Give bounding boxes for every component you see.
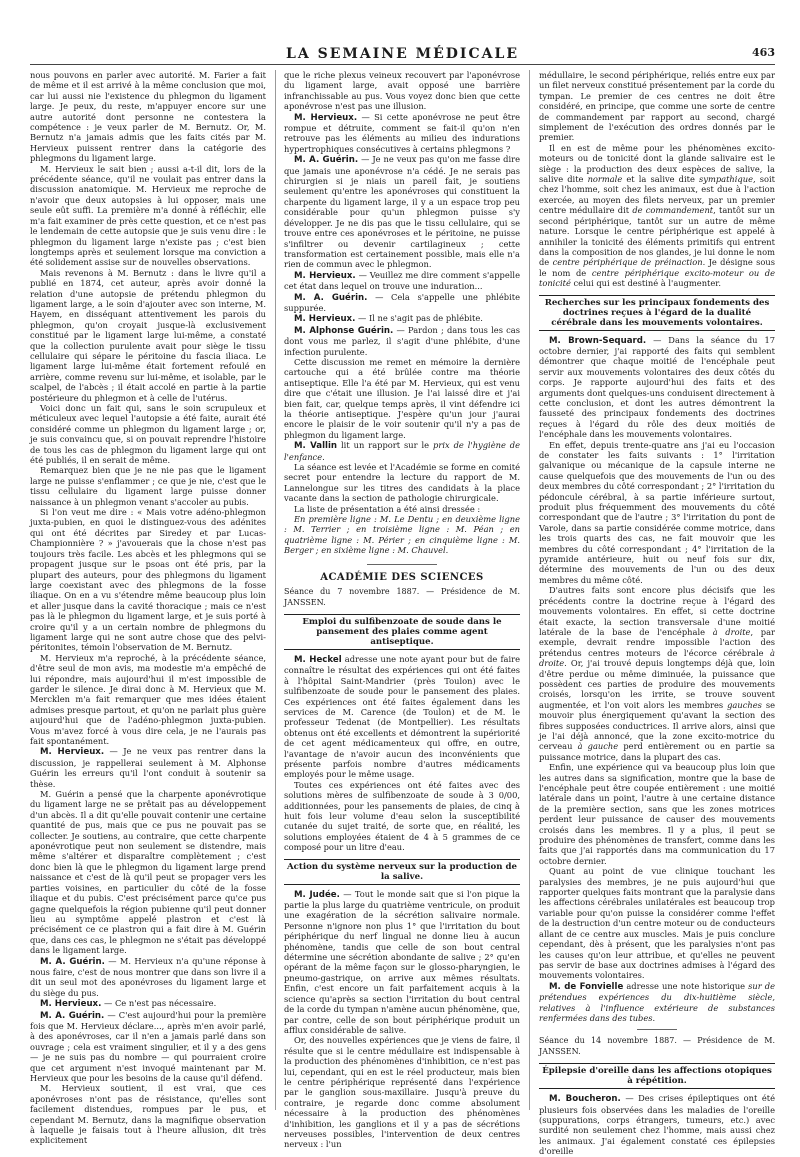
speech-text: lit un rapport sur le xyxy=(341,440,430,451)
section-rule xyxy=(367,564,437,565)
section-rule xyxy=(637,1029,677,1030)
session-line: Séance du 7 novembre 1887. — Présidence de M. JANSSEN. xyxy=(284,587,520,607)
speaker-name: M. Alphonse Guérin. xyxy=(294,325,394,336)
text-run: se mouvoir plus énergiquement qu'avant la section des fibres supposées conductrices. Il arrive alors, ainsi que je l'ai déjà annoncé, que la zone excito-motrice du cerveau xyxy=(539,699,775,752)
speaker-name: M. Judée. xyxy=(294,889,340,900)
paragraph xyxy=(284,889,520,1036)
text-run: , soit chez l'homme, soit chez les animaux, est due à l'action exercée, au moyen des filets nerveux, par un premier centre médullaire dit xyxy=(539,174,775,216)
speaker-name: M. Hervieux. xyxy=(294,314,356,325)
paragraph: La liste de présentation a été ainsi dressée : xyxy=(294,503,481,514)
column-left xyxy=(30,70,266,1146)
text-run: à gauche xyxy=(577,741,619,752)
column-right xyxy=(539,70,776,1157)
text-run: , par exemple, devrait rendre impossible l'action des prétendus centres moteurs de l'écorce cérébrale xyxy=(539,626,775,658)
paragraph xyxy=(30,1010,266,1084)
paragraph: En première ligne : M. Le Dentu ; en deuxième ligne : M. Terrier ; en troisième ligne : M. Péan ; en quatrième ligne : M. Périer ; en cinquième ligne : M. Berger ; en sixième ligne : M. Chauvel. xyxy=(284,514,520,556)
paragraph: La séance est levée et l'Académie se forme en comité secret pour entendre la lecture du rapport de M. Lannelongue sur les titres des candidats à la place vacante dans la section de pathologie chirurgicale. xyxy=(284,462,520,504)
speech-text: — Des crises épileptiques ont été plusieurs fois observées dans les maladies de l'oreille (suppurations, corps étrangers, tumeurs, etc.) avec surdité non seulement chez l'homme, mais aussi chez les animaux. J'ai également constaté ces épilepsies d'oreille xyxy=(539,1093,775,1157)
speaker-name: M. Heckel xyxy=(294,654,342,665)
speaker-name: M. Boucheron. xyxy=(549,1094,621,1105)
text-run: gauches xyxy=(727,699,762,710)
report-title: prix de l'hygiène de l'enfance. xyxy=(284,440,521,462)
column-middle xyxy=(284,70,521,1150)
paragraph: En effet, depuis trente-quatre ans j'ai eu l'occasion de constater les faits suivants : 1° l'irritation galvanique ou mécanique de la capsule interne ne cause quelquefois que des mouvements de l'un ou des deux membres du côté correspondant ; 2° l'irritation du pédoncule cérébral, à sa partie inférieure surtout, produit plus fréquemment des mouvements du côté correspondant que de l'autre ; 3° l'irritation du pont de Varole, dans sa partie considérée comme motrice, dans les trois quarts des cas, ne fait mouvoir que les membres du côté correspondant ; 4° l'irritation de la pyramide antérieure, huit ou neuf fois sur dix, détermine des mouvements de l'un ou des deux membres du même côté. xyxy=(539,439,775,585)
speech-text: — Si cette aponévrose ne peut être rompue et détruite, comment se fait-il qu'on n'en retrouve pas les éléments au milieu des indurations hypertrophiques consécutives à certains phlegmons ? xyxy=(284,111,520,154)
text-run: centre périphérique de préinaction. xyxy=(552,257,706,268)
page-header xyxy=(30,28,775,65)
speech-text: — M. Hervieux n'a qu'une réponse à nous faire, c'est de nous montrer que dans son livre il a dit un seul mot des aponévroses du ligament large et du siège du pus. xyxy=(30,955,266,998)
text-run: . Or, j'ai trouvé depuis longtemps déjà que, loin d'être perdue ou même diminuée, la puissance que possèdent ces parties de produire des mouvements croisés, lorsqu'on les irrite, se trouve souvent augmentée, et l'on voit alors les membres xyxy=(539,658,775,710)
speech-text: — Je ne veux pas qu'on me fasse dire que jamais une aponévrose n'a cédé. Je ne serais pas chirurgien si je niais un pareil fait, je soutiens seulement qu'entre les aponévroses qui constituent la charpente du ligament large, il y a un espace trop peu considérable pour qu'un phlegmon puisse s'y développer. Je ne dis pas que le tissu cellulaire, qui se trouve entre ces aponévroses et le péritoine, ne puisse s'infiltrer ou devenir cartilagineux ; cette transformation est certainement possible, mais elle n'a rien de commun avec le phlegmon. xyxy=(284,154,520,270)
paragraph: Si l'on veut me dire : « Mais votre adéno-phlegmon juxta-pubien, en quoi le distinguez-vous des adénites qui ont été décrites par Siredey et par Lucas-Championnière ? » j'avouerais que la chose n'est pas toujours très facile. Les abcès et les phlegmons qui se propagent jusque sur le psoas ont été pris, par la plupart des auteurs, pour des phlegmons du ligament large coexistant avec des phlegmons de la fosse iliaque. On en a vu s'étendre même beaucoup plus loin et aller jusque dans la cavité thoracique ; mais ce n'est pas là le phlegmon du ligament large, et je suis porté à croire qu'il y a un certain nombre de phlegmons du ligament large qui ne sont autre chose que des pelvi-péritonites, témoin l'observation de M. Bernutz. xyxy=(30,507,266,653)
paragraph: Enfin, une expérience qui va beaucoup plus loin que les autres dans sa signification, montre que la base de l'encéphale peut être coupée entièrement : une moitié latérale dans un point, l'autre à une certaine distance de la première section, sans que les zones motrices perdent leur puissance de causer des mouvements croisés dans les membres. Il y a plus, il peut se produire des phénomènes de transfert, comme dans les faits que j'ai rapportés dans ma communication du 17 octobre dernier. xyxy=(539,762,775,866)
paragraph xyxy=(539,143,775,289)
article-heading: Épilepsie d'oreille dans les affections otopiques à répétition. xyxy=(539,1063,775,1089)
paragraph: Mais revenons à M. Bernutz : dans le livre qu'il a publié en 1874, cet auteur, après avoir donné la relation d'une autopsie de prétendu phlegmon du ligament large, a le soin d'ajouter avec son interne, M. Hayem, en disséquant attentivement les parois du phlegmon, qu'on croyait jusque-là exclusivement constitué par le ligament large lui-même, a constaté que la collection purulente avait pour siège le tissu cellulaire qui sépare le péritoine du fascia iliaca. Le ligament large lui-même était fortement refoulé en arrière, comme revenu sur lui-même, et isolable, par le scalpel, de l'abcès ; il était accolé en partie à la partie postérieure du phlegmon et à celle de l'utérus. xyxy=(30,267,266,403)
session-line: Séance du 14 novembre 1887. — Présidence de M. JANSSEN. xyxy=(539,1036,775,1056)
article-heading: Recherches sur les principaux fondements des doctrines reçues à l'égard de la dualité cérébrale dans les mouvements volontaires. xyxy=(539,295,775,331)
paragraph xyxy=(284,292,520,314)
page-number: 463 xyxy=(752,46,775,59)
text-run: et la salive dite xyxy=(626,174,695,185)
text-run: à droite xyxy=(712,626,751,637)
speaker-name: M. Hervieux. xyxy=(40,747,105,758)
speech-text: — Tout le monde sait que si l'on pique la partie la plus large du quatrième ventricule, on produit une exagération de la sécrétion salivaire normale. Personne n'ignore non plus 1° que l'irritation du bout périphérique du nerf lingual ne donne lieu à aucun phénomène, tandis que celle de son bout central détermine une sécrétion abondante de salive ; 2° qu'en opérant de la même façon sur le glosso-pharyngien, le pneumo-gastrique, on arrive aux mêmes résultats. Enfin, c'est encore un fait parfaitement acquis à la science qu'après sa section l'irritation du bout central de la corde du tympan n'amène aucun phénomène, que, par contre, celle de son bout périphérique produit un afflux considérable de salive. xyxy=(284,888,520,1035)
text-run: perd entièrement ou en partie sa puissance motrice, dans la plupart des cas. xyxy=(539,741,775,762)
speaker-name: M. Hervieux. xyxy=(294,112,358,123)
text-run: sympathique xyxy=(699,174,753,185)
speaker-name: M. Vallin xyxy=(294,441,338,452)
paragraph xyxy=(539,1093,775,1156)
paragraph xyxy=(284,440,520,462)
paragraph: Quant au point de vue clinique touchant les paralysies des membres, je ne puis aujourd'hui que rapporter quelques faits montrant que la paralysie dans les affections cérébrales unilatérales est beaucoup trop variable pour qu'on puisse la considérer comme l'effet de la destruction d'un centre moteur ou de conducteurs allant de ce centre aux muscles. Mais je puis conclure cependant, dès à présent, que les paralysies n'ont pas les causes qu'on leur attribue, et qu'elles ne peuvent pas servir de base aux doctrines admises à l'égard des mouvements volontaires. xyxy=(539,866,775,981)
paragraph: Cette discussion me remet en mémoire la dernière cartouche qui a été brûlée contre ma théorie antiseptique. Elle l'a été par M. Hervieux, qui est venu dire que c'était une illusion. Je l'ai laissé dire et j'ai bien fait, car, quelque temps après, il vint défendre ici la théorie antiseptique. J'espère qu'un jour j'aurai encore le plaisir de le voir soutenir qu'il n'y a pas de phlegmon du ligament large. xyxy=(284,356,520,440)
speech-text: adresse une note historique xyxy=(626,980,746,991)
paragraph xyxy=(284,313,520,324)
paragraph xyxy=(539,335,775,440)
paragraph xyxy=(284,154,520,269)
paragraph xyxy=(30,998,266,1009)
text-run: celui qui est destiné à l'augmenter. xyxy=(573,278,721,289)
section-title: ACADÉMIE DES SCIENCES xyxy=(320,571,484,583)
speech-text: — Veuillez me dire comment s'appelle cet état dans lequel on trouve une induration... xyxy=(284,269,520,292)
speaker-name: M. Hervieux. xyxy=(294,270,356,281)
speech-text: — Pardon ; dans tous les cas dont vous me parlez, il s'agit d'une phlébite, d'une infection purulente. xyxy=(284,324,520,357)
paragraph: Voici donc un fait qui, sans le soin scrupuleux et méticuleux avec lequel l'autopsie a été faite, aurait été considéré comme un phlegmon du ligament large ; or, je suis convaincu que, si on pouvait reprendre l'histoire de tous les cas de phlegmon du ligament large qui ont été publiés, il en serait de même. xyxy=(30,403,266,466)
speech-text: — Ce n'est pas nécessaire. xyxy=(104,998,217,1009)
speaker-name: M. Hervieux. xyxy=(40,999,102,1010)
paragraph xyxy=(284,270,520,292)
journal-title: LA SEMAINE MÉDICALE xyxy=(286,46,519,62)
paragraph: que le riche plexus veineux recouvert par l'aponévrose du ligament large, avait opposé une barrière infranchissable au pus. Vous voyez donc bien que cette aponévrose n'est pas une illusion. xyxy=(284,70,520,112)
note-title: sur de prétendues expériences du dix-huitième siècle, relatives à l'influence extérieure de substances renfermées dans des tubes. xyxy=(539,980,776,1023)
paragraph xyxy=(284,654,520,780)
article-heading: Action du système nerveux sur la production de la salive. xyxy=(284,859,520,885)
paragraph xyxy=(30,746,266,789)
speaker-name: M. A. Guérin. xyxy=(40,1010,105,1021)
paragraph xyxy=(284,325,520,357)
paragraph xyxy=(539,981,775,1024)
speaker-name: M. A. Guérin. xyxy=(294,155,359,166)
speech-text: — Cela s'appelle une phlébite suppurée. xyxy=(284,291,521,313)
paragraph: Toutes ces expériences ont été faites avec des solutions mères de sulfibenzoate de soude à 3 0/00, additionnées, pour les pansements de plaies, de cinq à huit fois leur volume d'eau selon la susceptibilité cutanée du sujet traité, de sorte que, en réalité, les solutions employées étaient de 4 à 5 grammes de ce composé pour un litre d'eau. xyxy=(284,779,520,853)
paragraph: Remarquez bien que je ne nie pas que le ligament large ne puisse s'enflammer ; ce que je nie, c'est que le tissu cellulaire du ligament large puisse donner naissance à un phlegmon venant s'accoler au pubis. xyxy=(30,465,266,507)
paragraph: M. Hervieux m'a reproché, à la précédente séance, d'être seul de mon avis, ma modestie m'a empêché de lui répondre, mais aujourd'hui il m'est impossible de garder le silence. Je dirai donc à M. Hervieux que M. Mercklen m'a fait remarquer que mes idées étaient admises presque partout, et qu'on ne parlait plus guère aujourd'hui que de l'adéno-phlegmon juxta-pubien. Vous m'avez forcé à vous dire cela, je ne l'aurais pas fait spontanément. xyxy=(30,652,266,746)
speech-text: — Dans la séance du 17 octobre dernier, j'ai rapporté des faits qui semblent démontrer que chaque moitié de l'encéphale peut servir aux mouvements volontaires des deux côtés du corps. Je rapporte aujourd'hui des faits et des arguments dont quelques-uns conduisent directement à cette conclusion, et dont les autres démontrent la fausseté des principaux fondements des doctrines reçues à l'égard du rôle des deux moitiés de l'encéphale dans les mouvements volontaires. xyxy=(539,334,775,440)
speech-text: — C'est aujourd'hui pour la première fois que M. Hervieux déclare..., après m'en avoir parlé, à des aponévroses, car il n'en a jamais parlé dans son ouvrage ; cela est vraiment singulier, et il y a des gens — je ne suis pas du nombre — qui pourraient croire que cet argument n'est invoqué maintenant par M. Hervieux que pour les besoins de la cause qu'il défend. xyxy=(30,1009,266,1083)
text-run: Je désigne sous le nom de xyxy=(539,257,776,278)
article-heading: Emploi du sulfibenzoate de soude dans le pansement des plaies comme agent antiseptique. xyxy=(284,614,520,650)
speaker-name: M. A. Guérin. xyxy=(294,292,368,303)
speech-text: adresse une note ayant pour but de faire connaître le résultat des expériences qui ont été faites à l'hôpital Saint-Mandrier (près Toulon) avec le sulfibenzoate de soude pour le pansement des plaies. Ces expériences ont été faites également dans les services de M. Carence (de Toulon) et de M. le professeur Tedenat (de Montpellier). Les résultats obtenus ont été excellents et démontrent la supériorité de cet agent médicamenteux qui offre, en outre, l'avantage de n'avoir aucun des inconvénients que présente parfois nombre d'autres médicaments employés pour le même usage. xyxy=(284,653,520,780)
paragraph: M. Hervieux le sait bien ; aussi a-t-il dit, lors de la précédente séance, qu'il ne voulait pas entrer dans la discussion anatomique. M. Hervieux me reproche de n'avoir que deux autopsies à lui opposer, mais une seule eût suffi. La première m'a donné à réfléchir, elle m'a fait examiner de près cette question, et ce n'est pas le lendemain de cette autopsie que je suis venu dire : le phlegmon du ligament large n'existe pas ; c'est bien longtemps après et seulement lorsque ma conviction a été solidement assise sur de nouvelles observations. xyxy=(30,163,266,268)
paragraph: M. Guérin a pensé que la charpente aponévrotique du ligament large ne se prêtait pas au développement d'un abcès. Il a dit qu'elle pouvait contenir une certaine quantité de pus, mais que ce pus ne pouvait pas se collecter. Je soutiens, au contraire, que cette charpente aponévrotique peut non seulement se distendre, mais même s'altérer et disparaître complètement ; c'est donc bien là que le phlegmon du ligament large prend naissance et c'est de là qu'il peut se propager vers les parties voisines, en particulier du côté de la fosse iliaque et du pubis. C'est précisément parce qu'ce pus gagne quelquefois la région pubienne qu'il peut donner lieu au symptôme appelé plastron et c'est là précisément ce ce plastron qui a fait dire à M. Guérin que, dans ces cas, le phlegmon ne s'était pas développé dans le ligament large. xyxy=(30,789,266,956)
text-run: de commandement xyxy=(632,205,714,216)
speech-text: — Je ne veux pas rentrer dans la discussion, je rappellerai seulement à M. Alphonse Guérin les erreurs qu'il l'ont conduit à soutenir sa thèse. xyxy=(30,746,266,789)
speaker-name: M. A. Guérin. xyxy=(40,956,105,967)
speaker-name: M. de Fonvielle xyxy=(549,981,624,992)
text-run: Il en est de même pour les phénomènes excito-moteurs ou de tonicité dont la glande salivaire est le siège : la production des deux espèces de salive, la salive dite xyxy=(539,142,775,185)
paragraph: nous pouvons en parler avec autorité. M. Farier a fait de même et il est arrivé à la même conclusion que moi, car lui aussi nie l'existence du phlegmon du ligament large. Je peux, du reste, m'appuyer encore sur une autre autorité dont personne ne contestera la compétence : je veux parler de M. Bernutz. Or, M. Bernutz n'a jamais admis que les faits cités par M. Hervieux puissent rentrer dans la catégorie des phlegmons du ligament large. xyxy=(30,70,266,164)
paragraph xyxy=(284,112,520,155)
paragraph: M. Hervieux soutient, il est vrai, que ces aponévroses n'ont pas de résistance, qu'elles sont facilement distendues, rompues par le pus, et cependant M. Bernutz, dans la magnifique observation à laquelle je faisais tout à l'heure allusion, dit très explicitement xyxy=(30,1083,266,1146)
text-run: D'autres faits sont encore plus décisifs que les précédents contre la doctrine reçue à l'égard des mouvements volontaires. En effet, si cette doctrine était exacte, la section transversale d'une moitié latérale de la base de l'encéphale xyxy=(539,585,775,637)
text-run: , tantôt sur un second périphérique, tantôt sur un autre de même nature. Lorsque le centre périphérique est appelé à annihiler la tonicité des éléments primitifs qui entrent dans la composition de nos glandes, je lui donne le nom de xyxy=(539,205,775,268)
paragraph xyxy=(30,956,266,999)
paragraph: Or, des nouvelles expériences que je viens de faire, il résulte que si le centre médullaire est indispensable à la production des phénomènes d'inhibition, ce n'est pas lui, cependant, qui en est le réel producteur, mais bien le centre périphérique représenté dans l'expérience par le ganglion sous-maxillaire. Jusqu'à preuve du contraire, je regarde donc comme absolument nécessaire à la production des phénomènes d'inhibition, les ganglions et il y a pas de sécrétions nerveuses possibles, l'intervention de deux centres nerveux : l'un xyxy=(284,1035,520,1150)
text-run: à droite xyxy=(539,647,775,669)
text-run: centre périphérique excito-moteur ou de tonicité xyxy=(539,267,775,289)
text-run: normale xyxy=(587,174,623,185)
article-columns xyxy=(30,70,776,1157)
speaker-name: M. Brown-Sequard. xyxy=(549,335,647,346)
paragraph xyxy=(539,585,775,762)
speech-text: — Il ne s'agit pas de phlébite. xyxy=(358,313,483,324)
paragraph: médullaire, le second périphérique, reliés entre eux par un filet nerveux constitué présentement par la corde du tympan. Le premier de ces centres ne doit être considéré, en principe, que comme une sorte de centre de commandement par rapport au second, chargé simplement de l'exécution des ordres donnés par le premier. xyxy=(539,70,775,143)
